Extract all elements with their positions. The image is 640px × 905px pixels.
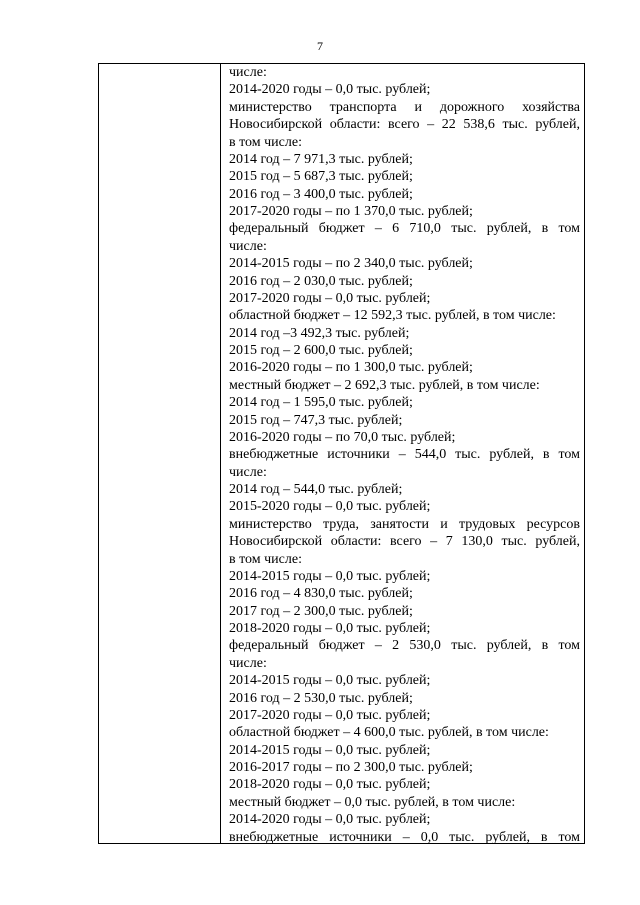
page-number: 7 bbox=[317, 39, 323, 53]
text-line: числе: bbox=[229, 238, 267, 254]
text-line: 2014-2015 годы – 0,0 тыс. рублей; bbox=[229, 568, 431, 584]
text-line: 2014-2015 годы – 0,0 тыс. рублей; bbox=[229, 742, 431, 758]
text-line: в том числе: bbox=[229, 551, 302, 567]
text-line: областной бюджет – 4 600,0 тыс. рублей, в том числе: bbox=[229, 725, 549, 741]
text-line: 2014-2020 годы – 0,0 тыс. рублей; bbox=[229, 812, 431, 828]
text-line: числе: bbox=[229, 655, 267, 671]
text-line: 2014 год – 544,0 тыс. рублей; bbox=[229, 482, 403, 497]
text-line: местный бюджет – 0,0 тыс. рублей, в том числе: bbox=[229, 794, 516, 810]
text-line: 2017-2020 годы – 0,0 тыс. рублей; bbox=[229, 290, 431, 306]
text-line: местный бюджет – 2 692,3 тыс. рублей, в том числе: bbox=[229, 377, 540, 393]
column-divider bbox=[220, 64, 221, 843]
text-line: числе: bbox=[229, 464, 267, 480]
text-line: 2014-2015 годы – 0,0 тыс. рублей; bbox=[229, 673, 431, 689]
text-line: 2015 год – 2 600,0 тыс. рублей; bbox=[229, 343, 413, 358]
text-line: 2014 год – 1 595,0 тыс. рублей; bbox=[229, 395, 413, 411]
text-line: 2016-2020 годы – по 70,0 тыс. рублей; bbox=[229, 429, 456, 445]
text-line: министерство труда, занятости и трудовых ресурсов bbox=[229, 516, 580, 532]
text-line: 2016-2020 годы – по 1 300,0 тыс. рублей; bbox=[229, 360, 473, 376]
text-line: Новосибирской области: всего – 7 130,0 тыс. рублей, bbox=[229, 534, 580, 550]
text-line: числе: bbox=[229, 65, 267, 80]
text-line: областной бюджет – 12 592,3 тыс. рублей, в том числе: bbox=[229, 308, 556, 324]
text-line: 2016 год – 3 400,0 тыс. рублей; bbox=[229, 186, 413, 202]
text-line: федеральный бюджет – 6 710,0 тыс. рублей, в том bbox=[229, 221, 580, 237]
text-line: 2015 год – 747,3 тыс. рублей; bbox=[229, 412, 403, 428]
text-line: 2016 год – 2 030,0 тыс. рублей; bbox=[229, 273, 413, 289]
text-line: 2018-2020 годы – 0,0 тыс. рублей; bbox=[229, 621, 431, 636]
text-line: внебюджетные источники – 0,0 тыс. рублей, в том bbox=[229, 829, 580, 845]
text-line: 2017 год – 2 300,0 тыс. рублей; bbox=[229, 603, 413, 619]
text-line: 2014-2020 годы – 0,0 тыс. рублей; bbox=[229, 82, 431, 98]
text-line: в том числе: bbox=[229, 134, 302, 150]
text-line: 2016-2017 годы – по 2 300,0 тыс. рублей; bbox=[229, 760, 473, 775]
text-line: внебюджетные источники – 544,0 тыс. рублей, в том bbox=[229, 447, 580, 463]
text-line: 2014-2015 годы – по 2 340,0 тыс. рублей; bbox=[229, 256, 473, 272]
text-line: 2016 год – 2 530,0 тыс. рублей; bbox=[229, 690, 413, 706]
text-line: министерство транспорта и дорожного хозяйства bbox=[229, 99, 580, 115]
text-line: 2017-2020 годы – по 1 370,0 тыс. рублей; bbox=[229, 204, 473, 219]
program-table bbox=[98, 63, 585, 844]
text-line: 2016 год – 4 830,0 тыс. рублей; bbox=[229, 586, 413, 602]
text-line: 2015 год – 5 687,3 тыс. рублей; bbox=[229, 169, 413, 185]
text-line: 2014 год – 7 971,3 тыс. рублей; bbox=[229, 151, 413, 167]
text-line: 2017-2020 годы – 0,0 тыс. рублей; bbox=[229, 707, 431, 723]
text-line: 2018-2020 годы – 0,0 тыс. рублей; bbox=[229, 777, 431, 793]
text-line: 2015-2020 годы – 0,0 тыс. рублей; bbox=[229, 499, 431, 515]
funding-text-cell bbox=[229, 64, 580, 846]
text-line: федеральный бюджет – 2 530,0 тыс. рублей, в том bbox=[229, 638, 580, 654]
text-line: 2014 год –3 492,3 тыс. рублей; bbox=[229, 325, 410, 341]
text-line: Новосибирской области: всего – 22 538,6 тыс. рублей, bbox=[229, 117, 580, 133]
